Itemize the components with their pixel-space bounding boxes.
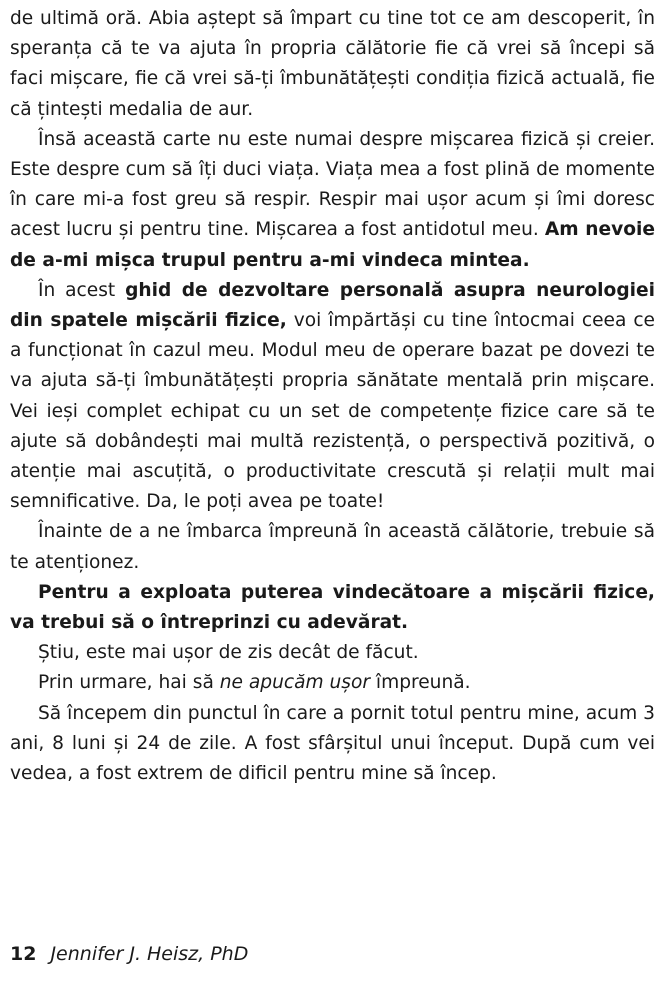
body-text <box>10 4 655 789</box>
page-number: 12 <box>10 943 37 965</box>
paragraph-6: Știu, este mai ușor de zis decât de făcut. <box>38 642 419 664</box>
paragraph-1: de ultimă oră. Abia aștept să împart cu tine tot ce am descoperit, în speranța că te va ajuta în propria călătorie fie că vrei să începi să faci mișcare, fie că vrei să-ți îmbunătățești condiția fizică actuală, fie că țintești medalia de aur. <box>10 8 655 120</box>
paragraph-4: Înainte de a ne îmbarca împreună în această călătorie, trebuie să te atenționez. <box>10 521 655 573</box>
running-footer-author: Jennifer J. Heisz, PhD <box>50 943 249 965</box>
paragraph-2: Însă această carte nu este numai despre mișcarea fizică și creier. Este despre cum să îți duci viața. Viața mea a fost plină de momente în care mi-a fost greu să respir. Respir mai ușor acum și îmi doresc acest lucru și pentru tine. Mișcarea a fost antidotul meu. Am nevoie de a-mi mișca trupul pentru a-mi vindeca mintea. <box>10 128 655 271</box>
paragraph-5 <box>10 578 655 638</box>
emphasis-bold: ghid de dezvoltare personală asupra neurologiei din spatele mișcării fizice, <box>10 279 655 332</box>
page-footer <box>10 941 248 967</box>
emphasis-italic: ne apucăm ușor <box>219 672 370 694</box>
emphasis-bold: Pentru a exploata puterea vindecătoare a mișcării fizice, va trebui să o întreprinzi cu adevărat. <box>10 581 655 634</box>
paragraph-3: În acest ghid de dezvoltare personală asupra neurologiei din spatele mișcării fizice, voi împărtăși cu tine întocmai ceea ce a funcționat în cazul meu. Modul meu de operare bazat pe dovezi te va ajuta să-ți îmbunătățești propria sănătate mentală prin mișcare. Vei ieși complet echipat cu un set de competențe fizice care să te ajute să dobândești mai multă rezistență, o perspectivă pozitivă, o atenție mai ascuțită, o productivitate crescută și relații mult mai semnificative. Da, le poți avea pe toate! <box>10 279 655 513</box>
paragraph-8: Să începem din punctul în care a pornit totul pentru mine, acum 3 ani, 8 luni și 24 de zile. A fost sfârșitul unui început. După cum vei vedea, a fost extrem de dificil pentru mine să încep. <box>10 702 655 785</box>
emphasis-bold: Am nevoie de a-mi mișca trupul pentru a-mi vindeca mintea. <box>10 219 655 271</box>
paragraph-7: Prin urmare, hai să ne apucăm ușor împreună. <box>38 672 471 694</box>
